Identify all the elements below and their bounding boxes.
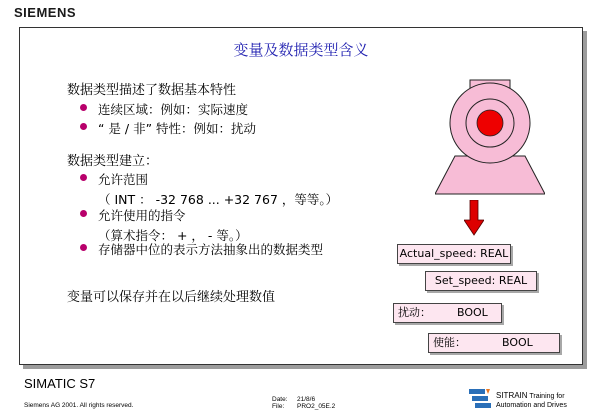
bullet-text [98, 206, 248, 244]
bullet-main: 允许范围 [98, 172, 149, 187]
bullet-sub: （ INT ： -32 768 ... +32 767 ，等等。） [98, 192, 339, 207]
file-label: File: [272, 403, 285, 410]
variable-text: Set_speed: REAL [434, 274, 528, 287]
variable-type: BOOL [502, 336, 533, 349]
variable-box-disturbance [393, 303, 502, 323]
variable-box-enable [428, 333, 560, 353]
variable-label: 使能： [433, 336, 466, 349]
bullet-text: 连续区域：例如：实际速度 [98, 102, 249, 117]
bullet-text: 存储器中位的表示方法抽象出的数据类型 [98, 242, 324, 257]
bullet-dot [80, 174, 87, 181]
sitrain-line1: Training for [529, 393, 565, 400]
section1-heading: 数据类型描述了数据基本特性 [67, 83, 237, 98]
sitrain-logo-icon [468, 386, 492, 410]
bullet-dot [80, 210, 87, 217]
bullet-dot [80, 104, 87, 111]
date-label: Date: [272, 396, 288, 403]
slide-title: 变量及数据类型含义 [233, 41, 369, 59]
bullet-text [98, 170, 338, 208]
bullet-dot [80, 123, 87, 130]
arrow-down-icon [464, 200, 484, 236]
variable-box-actual-speed [397, 244, 511, 264]
bullet-dot [80, 244, 87, 251]
slide-frame [19, 27, 583, 365]
variable-box-set-speed [425, 271, 537, 291]
motor-icon [435, 78, 545, 196]
bullet-sub: （算术指令： + ， - 等。） [98, 228, 248, 243]
file-value: PRO2_05E.2 [297, 403, 336, 410]
date-value: 21/8/6 [297, 396, 316, 403]
sitrain-caption [496, 391, 567, 410]
sitrain-line2: Automation and Drives [496, 402, 567, 409]
siemens-logo: SIEMENS [14, 5, 77, 20]
copyright: Siemens AG 2001. All rights reserved. [24, 402, 134, 409]
bullet-text: “ 是 / 非” 特性：例如：扰动 [98, 121, 257, 136]
note-text: 变量可以保存并在以后继续处理数值 [67, 290, 276, 305]
variable-text: Actual_speed: REAL [399, 247, 509, 260]
sitrain-name: SITRAIN [496, 391, 528, 400]
product-name: SIMATIC S7 [24, 376, 96, 391]
bullet-main: 允许使用的指令 [98, 208, 186, 223]
variable-label: 扰动： [398, 306, 431, 319]
section2-heading: 数据类型建立： [67, 154, 159, 169]
variable-type: BOOL [457, 306, 488, 319]
